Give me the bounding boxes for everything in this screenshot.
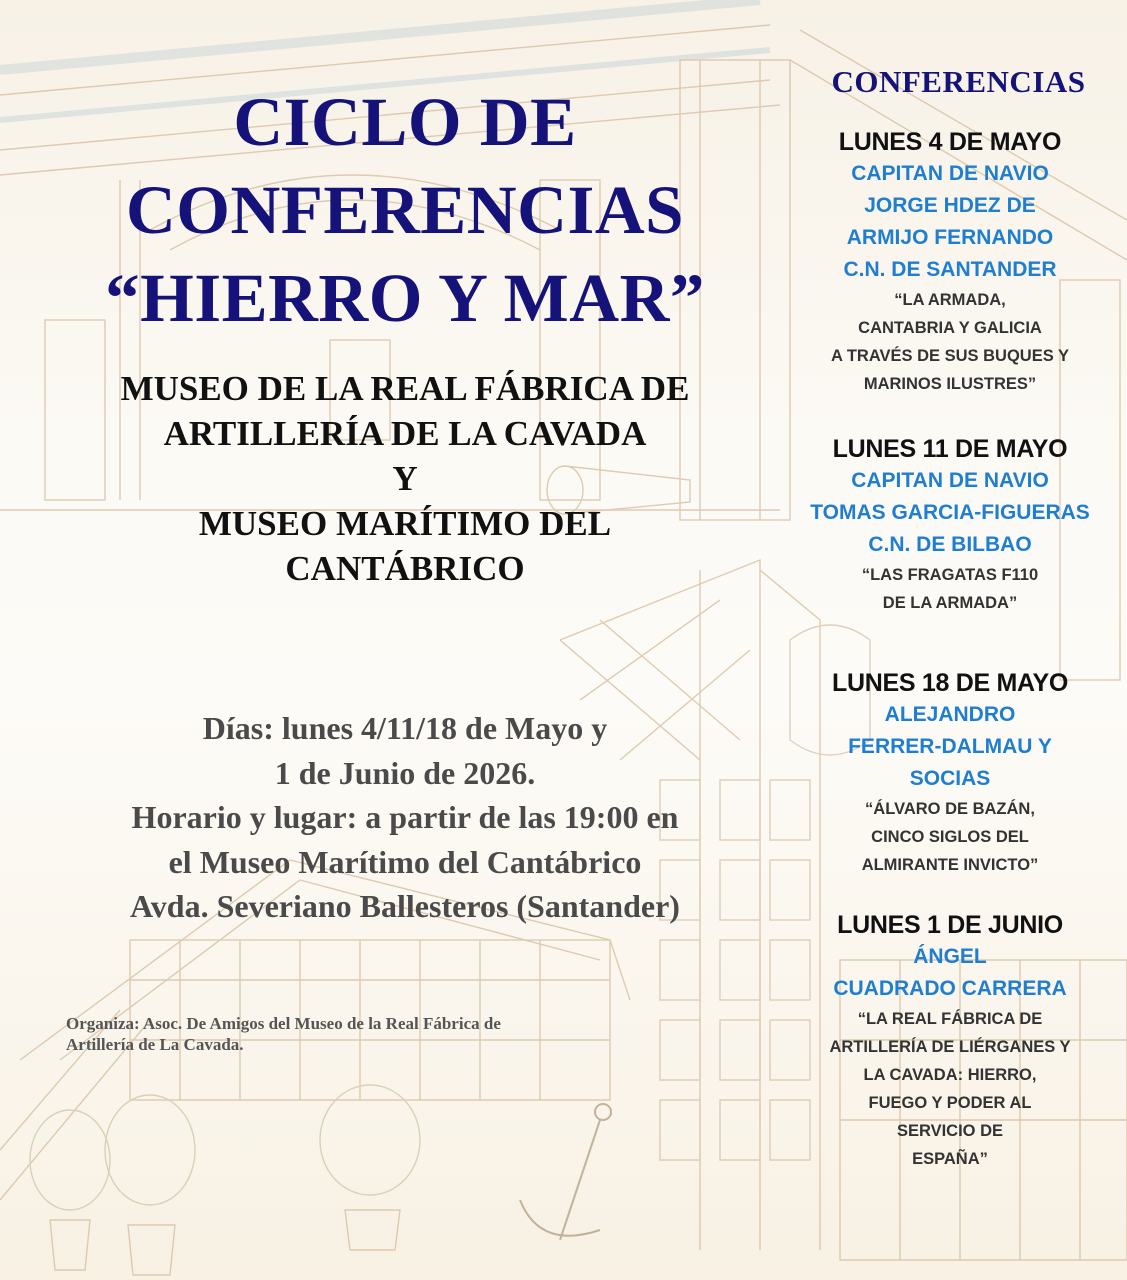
event-topic: CANTABRIA Y GALICIA bbox=[858, 319, 1042, 337]
event-date: LUNES 18 DE MAYO bbox=[831, 669, 1068, 697]
event-speaker: ARMIJO FERNANDO bbox=[846, 226, 1054, 249]
schedule-line: el Museo Marítimo del Cantábrico bbox=[168, 843, 642, 880]
museum-line: CANTÁBRICO bbox=[285, 549, 525, 588]
event-date: LUNES 11 DE MAYO bbox=[832, 435, 1068, 463]
title-line: CONFERENCIAS bbox=[125, 172, 685, 248]
schedule-line: 1 de Junio de 2026. bbox=[274, 754, 536, 791]
event-topic: ESPAÑA” bbox=[912, 1150, 988, 1168]
event-date: LUNES 4 DE MAYO bbox=[838, 128, 1062, 156]
event-topic: LA CAVADA: HIERRO, bbox=[863, 1066, 1037, 1084]
event-topic: MARINOS ILUSTRES” bbox=[863, 375, 1037, 393]
schedule-line: Horario y lugar: a partir de las 19:00 en bbox=[131, 799, 679, 835]
event-speaker: CAPITAN DE NAVIO bbox=[851, 162, 1049, 185]
museum-line: Y bbox=[392, 459, 418, 498]
event-topic: “LA REAL FÁBRICA DE bbox=[857, 1010, 1043, 1028]
event-speaker: CUADRADO CARRERA bbox=[833, 977, 1067, 1000]
schedule-block bbox=[0, 706, 810, 929]
event-speaker: C.N. DE BILBAO bbox=[868, 533, 1032, 556]
event-topic: ALMIRANTE INVICTO” bbox=[861, 856, 1039, 874]
event-topic: A TRAVÉS DE SUS BUQUES Y bbox=[830, 347, 1070, 365]
cycle-title bbox=[0, 78, 810, 342]
event-speaker: C.N. DE SANTANDER bbox=[843, 258, 1057, 281]
museum-line: MUSEO MARÍTIMO DEL bbox=[198, 504, 612, 543]
organizer-line: Organiza: Asoc. De Amigos del Museo de la Real Fábrica de bbox=[66, 1014, 501, 1033]
event-topic: “ÁLVARO DE BAZÁN, bbox=[865, 800, 1035, 818]
event-topic: DE LA ARMADA” bbox=[882, 594, 1018, 612]
schedule-line: Avda. Severiano Ballesteros (Santander) bbox=[130, 888, 680, 924]
museums-block bbox=[0, 366, 810, 591]
conference-event bbox=[790, 433, 1110, 617]
event-speaker: JORGE HDEZ DE bbox=[864, 194, 1036, 217]
title-line: CICLO DE bbox=[233, 84, 577, 160]
conferences-heading: CONFERENCIAS bbox=[831, 64, 1086, 99]
event-speaker: ALEJANDRO bbox=[884, 703, 1016, 726]
event-speaker: CAPITAN DE NAVIO bbox=[851, 469, 1049, 492]
event-topic: FUEGO Y PODER AL bbox=[868, 1094, 1032, 1112]
conference-event bbox=[790, 909, 1110, 1173]
conference-event bbox=[790, 667, 1110, 879]
event-speaker: ÁNGEL bbox=[913, 945, 987, 968]
organizer-credit bbox=[66, 1013, 706, 1055]
event-date: LUNES 1 DE JUNIO bbox=[837, 911, 1063, 939]
schedule-line: Días: lunes 4/11/18 de Mayo y bbox=[202, 710, 608, 746]
museum-line: MUSEO DE LA REAL FÁBRICA DE bbox=[120, 369, 690, 408]
event-topic: SERVICIO DE bbox=[896, 1122, 1004, 1140]
conferences-column bbox=[790, 0, 1127, 1280]
museum-line: ARTILLERÍA DE LA CAVADA bbox=[163, 414, 647, 453]
title-line: “HIERRO Y MAR” bbox=[105, 260, 705, 336]
conference-event bbox=[790, 126, 1110, 398]
event-speaker: FERRER-DALMAU Y bbox=[848, 735, 1052, 758]
event-topic: ARTILLERÍA DE LIÉRGANES Y bbox=[829, 1038, 1071, 1056]
event-topic: “LA ARMADA, bbox=[894, 291, 1006, 309]
organizer-line: Artillería de La Cavada. bbox=[66, 1035, 244, 1054]
event-topic: “LAS FRAGATAS F110 bbox=[861, 566, 1039, 584]
event-speaker: TOMAS GARCIA-FIGUERAS bbox=[810, 501, 1090, 524]
event-topic: CINCO SIGLOS DEL bbox=[871, 828, 1029, 846]
event-speaker: SOCIAS bbox=[909, 767, 991, 790]
